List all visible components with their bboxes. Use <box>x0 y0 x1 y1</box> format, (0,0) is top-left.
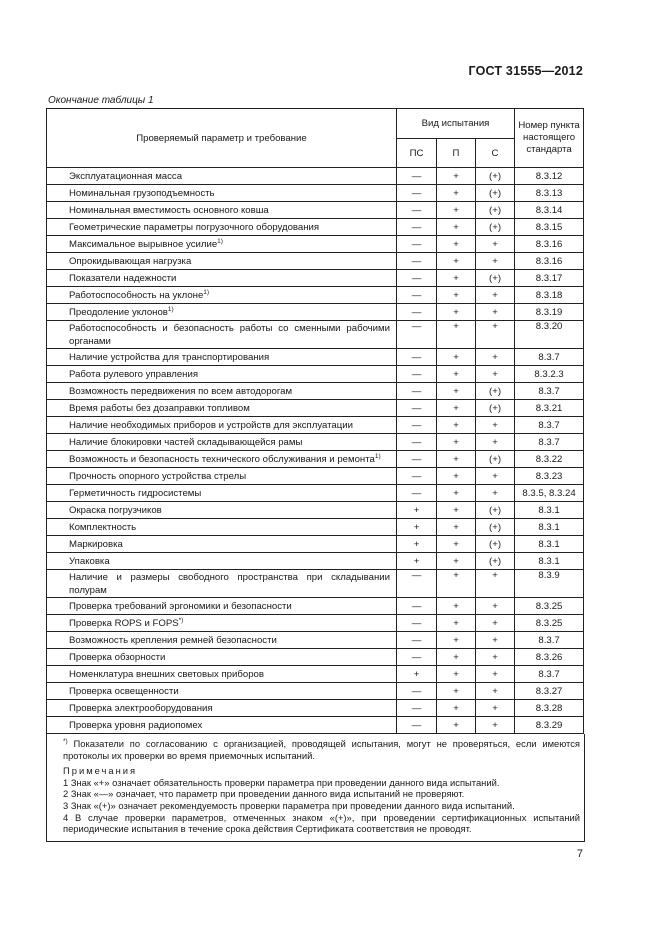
ps-cell: — <box>397 570 437 598</box>
ps-cell: — <box>397 468 437 485</box>
clause-cell: 8.3.16 <box>515 253 584 270</box>
param-text: Работа рулевого управления <box>69 368 199 380</box>
param-text: Проверка ROPS и FOPS <box>69 617 179 629</box>
clause-cell: 8.3.7 <box>515 349 584 366</box>
clause-cell: 8.3.9 <box>515 570 584 598</box>
table-row <box>47 417 584 434</box>
param-text: Возможность и безопасность технического обслуживания и ремонта <box>69 453 375 465</box>
ps-cell: — <box>397 366 437 383</box>
param-text: Номенклатура внешних световых приборов <box>69 668 264 680</box>
param-text: Работоспособность на уклоне <box>69 289 204 301</box>
s-cell: (+) <box>476 519 515 536</box>
notes-title: Примечания <box>63 765 138 777</box>
table-row <box>47 536 584 553</box>
ps-cell: — <box>397 304 437 321</box>
param-text: Преодоление уклонов <box>69 306 168 318</box>
p-cell: + <box>437 632 476 649</box>
param-cell <box>47 219 397 236</box>
clause-cell: 8.3.7 <box>515 383 584 400</box>
table-row <box>47 321 584 349</box>
param-cell <box>47 321 397 349</box>
param-text: Проверка уровня радиопомех <box>69 719 203 731</box>
p-cell: + <box>437 485 476 502</box>
p-cell: + <box>437 598 476 615</box>
s-cell: + <box>476 700 515 717</box>
param-text: Геометрические параметры погрузочного оборудования <box>69 221 320 233</box>
s-cell: + <box>476 434 515 451</box>
ps-cell: — <box>397 321 437 349</box>
param-cell <box>47 270 397 287</box>
s-cell: + <box>476 683 515 700</box>
table-row <box>47 485 584 502</box>
param-cell <box>47 253 397 270</box>
clause-cell: 8.3.5, 8.3.24 <box>515 485 584 502</box>
p-cell: + <box>437 717 476 734</box>
table-row <box>47 700 584 717</box>
note-item: 3 Знак «(+)» означает рекомендуемость проверки параметра при проведении данного вида испытаний. <box>63 799 515 811</box>
param-cell <box>47 649 397 666</box>
ps-cell: — <box>397 598 437 615</box>
note-item: 2 Знак «—» означает, что параметр при проведении данного вида испытаний не проверяют. <box>63 788 465 800</box>
table-row <box>47 236 584 253</box>
table-row <box>47 219 584 236</box>
s-cell: + <box>476 287 515 304</box>
test-parameters-table <box>46 108 584 734</box>
s-cell: + <box>476 349 515 366</box>
table-row <box>47 383 584 400</box>
ps-cell: — <box>397 434 437 451</box>
table-row <box>47 717 584 734</box>
param-cell <box>47 683 397 700</box>
param-cell <box>47 202 397 219</box>
param-cell <box>47 287 397 304</box>
p-cell: + <box>437 683 476 700</box>
p-cell: + <box>437 321 476 349</box>
s-cell: + <box>476 417 515 434</box>
p-cell: + <box>437 417 476 434</box>
clause-cell: 8.3.7 <box>515 417 584 434</box>
note-item: 4 В случае проверки параметров, отмеченных знаком «(+)», при проведении сертификационных испытаний периодические испытания в течение срока действия Сертификата соответствия не проводят. <box>63 811 580 835</box>
param-text: Эксплуатационная масса <box>69 170 183 182</box>
table-row <box>47 400 584 417</box>
table-row <box>47 468 584 485</box>
clause-cell: 8.3.21 <box>515 400 584 417</box>
param-text: Маркировка <box>69 538 123 550</box>
clause-cell: 8.3.27 <box>515 683 584 700</box>
clause-cell: 8.3.1 <box>515 519 584 536</box>
s-cell: (+) <box>476 202 515 219</box>
param-text: Упаковка <box>69 555 110 567</box>
clause-cell: 8.3.29 <box>515 717 584 734</box>
ps-cell: — <box>397 683 437 700</box>
p-cell: + <box>437 349 476 366</box>
ps-cell: — <box>397 287 437 304</box>
footnote-ref: 1) <box>217 237 223 245</box>
param-cell <box>47 536 397 553</box>
ps-cell: — <box>397 236 437 253</box>
table-row <box>47 502 584 519</box>
table-row <box>47 253 584 270</box>
table-row <box>47 666 584 683</box>
s-cell: + <box>476 321 515 349</box>
footnote <box>51 738 580 761</box>
footnote-ref: 1) <box>374 452 381 460</box>
clause-cell: 8.3.26 <box>515 649 584 666</box>
p-cell: + <box>437 649 476 666</box>
table-row <box>47 519 584 536</box>
p-cell: + <box>437 270 476 287</box>
table-row <box>47 202 584 219</box>
param-cell <box>47 383 397 400</box>
ps-cell: — <box>397 700 437 717</box>
clause-cell: 8.3.17 <box>515 270 584 287</box>
p-cell: + <box>437 202 476 219</box>
s-cell: (+) <box>476 270 515 287</box>
p-cell: + <box>437 666 476 683</box>
table-row <box>47 168 584 185</box>
s-cell: + <box>476 236 515 253</box>
param-cell <box>47 185 397 202</box>
clause-cell: 8.3.20 <box>515 321 584 349</box>
param-cell <box>47 451 397 468</box>
table-row <box>47 304 584 321</box>
p-cell: + <box>437 168 476 185</box>
ps-cell: — <box>397 717 437 734</box>
param-cell <box>47 434 397 451</box>
param-cell <box>47 700 397 717</box>
table-row <box>47 570 584 598</box>
p-cell: + <box>437 400 476 417</box>
param-text: Показатели надежности <box>69 272 177 284</box>
clause-cell: 8.3.7 <box>515 666 584 683</box>
param-text: Возможность передвижения по всем автодорогам <box>69 385 293 397</box>
footnote-text: Показатели по согласованию с организацией, проводящей испытания, могут не проверяться, если имеются протоколы их проверки во время приемочных испытаний. <box>63 738 580 761</box>
ps-cell: + <box>397 519 437 536</box>
ps-cell: — <box>397 485 437 502</box>
clause-cell: 8.3.1 <box>515 502 584 519</box>
ps-cell: — <box>397 202 437 219</box>
param-text: Опрокидывающая нагрузка <box>69 255 192 267</box>
table-row <box>47 366 584 383</box>
table-row <box>47 349 584 366</box>
param-cell <box>47 666 397 683</box>
s-cell: (+) <box>476 185 515 202</box>
table-row <box>47 615 584 632</box>
param-cell <box>47 615 397 632</box>
p-cell: + <box>437 615 476 632</box>
ps-cell: — <box>397 349 437 366</box>
param-cell <box>47 502 397 519</box>
clause-cell: 8.3.1 <box>515 553 584 570</box>
clause-cell: 8.3.7 <box>515 632 584 649</box>
param-text: Герметичность гидросистемы <box>69 487 202 499</box>
table-row <box>47 598 584 615</box>
footnote-ref: *) <box>178 616 184 624</box>
footnote-ref: 1) <box>203 288 210 296</box>
table-container <box>46 108 583 842</box>
p-cell: + <box>437 553 476 570</box>
s-cell: + <box>476 666 515 683</box>
param-cell <box>47 598 397 615</box>
s-cell: (+) <box>476 219 515 236</box>
p-cell: + <box>437 219 476 236</box>
p-cell: + <box>437 570 476 598</box>
s-cell: (+) <box>476 168 515 185</box>
param-text: Наличие устройства для транспортирования <box>69 351 270 363</box>
table-row <box>47 553 584 570</box>
s-cell: (+) <box>476 536 515 553</box>
p-cell: + <box>437 451 476 468</box>
clause-cell: 8.3.25 <box>515 598 584 615</box>
clause-cell: 8.3.25 <box>515 615 584 632</box>
clause-cell: 8.3.12 <box>515 168 584 185</box>
p-cell: + <box>437 434 476 451</box>
param-cell <box>47 349 397 366</box>
table-row <box>47 434 584 451</box>
ps-cell: — <box>397 270 437 287</box>
clause-cell: 8.3.28 <box>515 700 584 717</box>
p-cell: + <box>437 253 476 270</box>
s-cell: + <box>476 304 515 321</box>
param-text: Максимальное вырывное усилие <box>69 238 218 250</box>
param-text: Проверка освещенности <box>69 685 179 697</box>
param-cell <box>47 485 397 502</box>
p-cell: + <box>437 502 476 519</box>
clause-cell: 8.3.1 <box>515 536 584 553</box>
param-text: Наличие необходимых приборов и устройств для эксплуатации <box>69 419 353 431</box>
header-s: С <box>476 139 515 168</box>
s-cell: + <box>476 632 515 649</box>
ps-cell: — <box>397 417 437 434</box>
clause-cell: 8.3.7 <box>515 434 584 451</box>
ps-cell: — <box>397 383 437 400</box>
param-text: Возможность крепления ремней безопасности <box>69 634 277 646</box>
p-cell: + <box>437 536 476 553</box>
p-cell: + <box>437 468 476 485</box>
header-ps: ПС <box>397 139 437 168</box>
page-number: 7 <box>576 848 583 860</box>
param-cell <box>47 553 397 570</box>
param-text: Проверка требований эргономики и безопасности <box>69 600 292 612</box>
param-text: Окраска погрузчиков <box>69 504 162 516</box>
table-row <box>47 270 584 287</box>
ps-cell: — <box>397 615 437 632</box>
header-param: Проверяемый параметр и требование <box>47 109 397 168</box>
p-cell: + <box>437 287 476 304</box>
param-text: Наличие и размеры свободного пространства при складывании полурам <box>69 571 390 596</box>
table-body <box>47 168 584 734</box>
clause-cell: 8.3.16 <box>515 236 584 253</box>
s-cell: + <box>476 717 515 734</box>
s-cell: (+) <box>476 383 515 400</box>
param-cell <box>47 366 397 383</box>
header-test-type: Вид испытания <box>397 109 515 139</box>
param-text: Номинальная вместимость основного ковша <box>69 204 269 216</box>
clause-cell: 8.3.22 <box>515 451 584 468</box>
clause-cell: 8.3.15 <box>515 219 584 236</box>
p-cell: + <box>437 519 476 536</box>
ps-cell: — <box>397 400 437 417</box>
ps-cell: — <box>397 219 437 236</box>
param-cell <box>47 400 397 417</box>
ps-cell: + <box>397 666 437 683</box>
ps-cell: + <box>397 502 437 519</box>
s-cell: (+) <box>476 502 515 519</box>
p-cell: + <box>437 700 476 717</box>
table-row <box>47 287 584 304</box>
p-cell: + <box>437 383 476 400</box>
param-text: Номинальная грузоподъемность <box>69 187 215 199</box>
param-cell <box>47 236 397 253</box>
param-text: Наличие блокировки частей складывающейся рамы <box>69 436 303 448</box>
note-item: 1 Знак «+» означает обязательность проверки параметра при проведении данного вида испытаний. <box>63 776 500 788</box>
s-cell: + <box>476 570 515 598</box>
clause-cell: 8.3.13 <box>515 185 584 202</box>
p-cell: + <box>437 236 476 253</box>
header-p: П <box>437 139 476 168</box>
p-cell: + <box>437 366 476 383</box>
table-caption: Окончание таблицы 1 <box>48 95 154 106</box>
s-cell: + <box>476 485 515 502</box>
table-row <box>47 451 584 468</box>
ps-cell: — <box>397 649 437 666</box>
table-row <box>47 632 584 649</box>
param-cell <box>47 570 397 598</box>
document-standard-number: ГОСТ 31555—2012 <box>468 64 583 78</box>
s-cell: (+) <box>476 451 515 468</box>
param-text: Проверка электрооборудования <box>69 702 213 714</box>
table-row <box>47 683 584 700</box>
header-clause: Номер пункта настоящего стандарта <box>515 109 584 168</box>
ps-cell: — <box>397 185 437 202</box>
table-row <box>47 649 584 666</box>
p-cell: + <box>437 304 476 321</box>
ps-cell: + <box>397 553 437 570</box>
clause-cell: 8.3.14 <box>515 202 584 219</box>
param-text: Время работы без дозаправки топливом <box>69 402 250 414</box>
s-cell: + <box>476 366 515 383</box>
table-row <box>47 185 584 202</box>
s-cell: (+) <box>476 553 515 570</box>
s-cell: + <box>476 649 515 666</box>
param-cell <box>47 717 397 734</box>
s-cell: + <box>476 253 515 270</box>
param-text: Прочность опорного устройства стрелы <box>69 470 247 482</box>
ps-cell: — <box>397 451 437 468</box>
param-text: Комплектность <box>69 521 137 533</box>
footnote-ref: 1) <box>167 305 174 313</box>
s-cell: + <box>476 598 515 615</box>
footnote-mark: *) <box>63 737 68 745</box>
ps-cell: — <box>397 632 437 649</box>
clause-cell: 8.3.23 <box>515 468 584 485</box>
ps-cell: + <box>397 536 437 553</box>
table-notes <box>46 734 585 842</box>
clause-cell: 8.3.18 <box>515 287 584 304</box>
param-cell <box>47 632 397 649</box>
clause-cell: 8.3.2.3 <box>515 366 584 383</box>
p-cell: + <box>437 185 476 202</box>
param-cell <box>47 468 397 485</box>
param-cell <box>47 168 397 185</box>
ps-cell: — <box>397 168 437 185</box>
s-cell: + <box>476 468 515 485</box>
ps-cell: — <box>397 253 437 270</box>
param-text: Проверка обзорности <box>69 651 166 663</box>
clause-cell: 8.3.19 <box>515 304 584 321</box>
param-cell <box>47 417 397 434</box>
s-cell: (+) <box>476 400 515 417</box>
param-text: Работоспособность и безопасность работы со сменными рабочими органами <box>69 322 390 347</box>
param-cell <box>47 519 397 536</box>
param-cell <box>47 304 397 321</box>
s-cell: + <box>476 615 515 632</box>
